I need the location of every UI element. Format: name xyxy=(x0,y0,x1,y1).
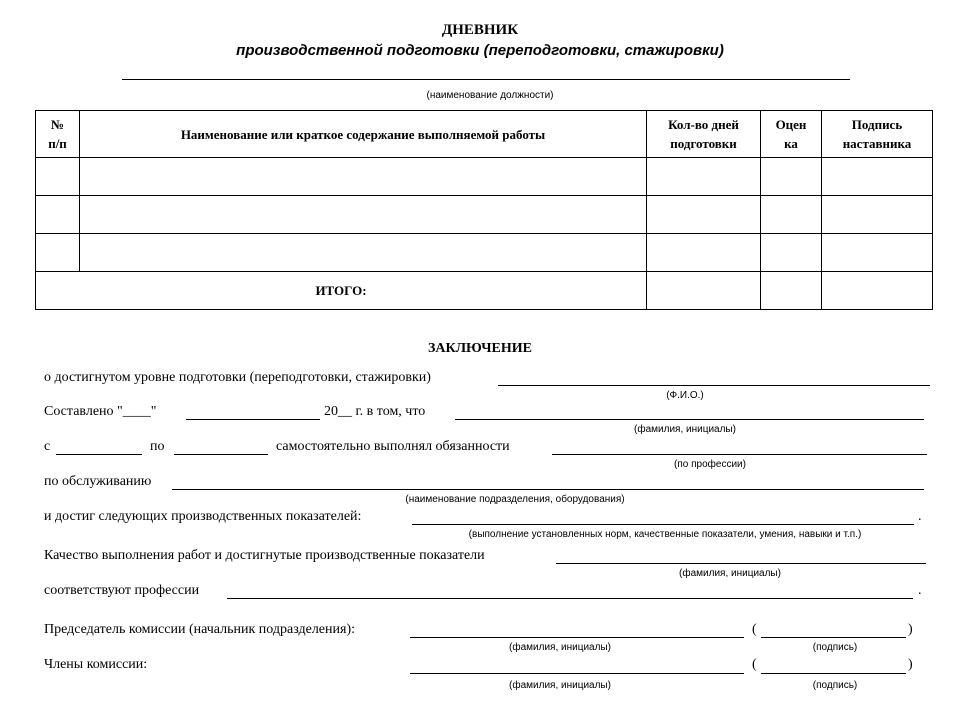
indicators-caption: (выполнение установленных норм, качественные показатели, умения, навыки и т.п.) xyxy=(468,529,862,540)
member-paren-open: ( xyxy=(752,657,757,672)
department-caption: (наименование подразделения, оборудования) xyxy=(405,494,625,505)
composed-year-label: 20__ г. в том, что xyxy=(324,404,426,419)
duties-label: самостоятельно выполнял обязанности xyxy=(276,439,510,454)
service-label: по обслуживанию xyxy=(44,474,152,489)
profession-match-field[interactable] xyxy=(227,598,913,599)
table-cell[interactable] xyxy=(80,234,647,272)
indicators-label: и достиг следующих производственных показателей: xyxy=(44,509,362,524)
profession-caption: (по профессии) xyxy=(674,459,746,470)
period-to-label: по xyxy=(150,439,165,454)
table-cell[interactable] xyxy=(761,196,822,234)
profession-match-period: . xyxy=(918,583,922,598)
conclusion-title: ЗАКЛЮЧЕНИЕ xyxy=(427,341,533,356)
table-cell[interactable] xyxy=(36,196,80,234)
chairman-name-field[interactable] xyxy=(410,637,744,638)
column-header-number: № п/п xyxy=(36,111,80,158)
period-to-field[interactable] xyxy=(174,454,268,455)
table-header-row xyxy=(36,111,933,158)
table-cell[interactable] xyxy=(761,234,822,272)
fio-caption: (Ф.И.О.) xyxy=(666,390,704,401)
column-header-days: Кол-во дней подготовки xyxy=(647,111,761,158)
table-cell[interactable] xyxy=(822,158,933,196)
table-cell[interactable] xyxy=(822,234,933,272)
quality-caption: (фамилия, инициалы) xyxy=(679,568,781,579)
document-title: ДНЕВНИК xyxy=(441,22,519,38)
member-name-field[interactable] xyxy=(410,673,744,674)
table-row xyxy=(36,158,933,196)
document-subtitle: производственной подготовки (переподготовки, стажировки) xyxy=(236,42,724,59)
department-field[interactable] xyxy=(172,489,924,490)
position-line[interactable] xyxy=(122,79,850,80)
fio-field[interactable] xyxy=(498,385,930,386)
total-grade-cell[interactable] xyxy=(761,272,822,310)
member-name-caption: (фамилия, инициалы) xyxy=(509,680,611,691)
indicators-period: . xyxy=(918,509,922,524)
column-header-grade: Оцен ка xyxy=(761,111,822,158)
table-cell[interactable] xyxy=(822,196,933,234)
person-name-field[interactable] xyxy=(455,419,924,420)
column-header-signature: Подпись наставника xyxy=(822,111,933,158)
chairman-paren-close: ) xyxy=(908,622,913,637)
chairman-signature-field[interactable] xyxy=(761,637,906,638)
member-signature-caption: (подпись) xyxy=(812,680,858,691)
table-cell[interactable] xyxy=(647,158,761,196)
table-row xyxy=(36,196,933,234)
table-row xyxy=(36,234,933,272)
members-label: Члены комиссии: xyxy=(44,657,148,672)
period-from-field[interactable] xyxy=(56,454,142,455)
total-row xyxy=(36,272,933,310)
profession-match-label: соответствуют профессии xyxy=(44,583,200,598)
table-cell[interactable] xyxy=(36,234,80,272)
total-days-cell[interactable] xyxy=(647,272,761,310)
column-header-work: Наименование или краткое содержание выполняемой работы xyxy=(80,111,647,158)
chairman-paren-open: ( xyxy=(752,622,757,637)
table-cell[interactable] xyxy=(80,196,647,234)
quality-field[interactable] xyxy=(556,563,926,564)
diary-table xyxy=(35,110,933,310)
table-cell[interactable] xyxy=(647,196,761,234)
conclusion-line-level: о достигнутом уровне подготовки (переподготовки, стажировки) xyxy=(44,370,431,385)
composed-date-label: Составлено "____" xyxy=(44,404,157,419)
chairman-signature-caption: (подпись) xyxy=(812,642,858,653)
chairman-label: Председатель комиссии (начальник подразделения): xyxy=(44,622,356,637)
member-signature-field[interactable] xyxy=(761,673,906,674)
chairman-name-caption: (фамилия, инициалы) xyxy=(509,642,611,653)
total-signature-cell[interactable] xyxy=(822,272,933,310)
profession-field[interactable] xyxy=(552,454,927,455)
table-cell[interactable] xyxy=(761,158,822,196)
table-cell[interactable] xyxy=(36,158,80,196)
member-paren-close: ) xyxy=(908,657,913,672)
table-cell[interactable] xyxy=(647,234,761,272)
total-label: ИТОГО: xyxy=(36,272,647,310)
quality-label: Качество выполнения работ и достигнутые производственные показатели xyxy=(44,548,485,563)
date-month-field[interactable] xyxy=(186,419,320,420)
position-caption: (наименование должности) xyxy=(426,90,554,101)
period-from-label: с xyxy=(44,439,51,454)
indicators-field[interactable] xyxy=(412,524,914,525)
person-name-caption: (фамилия, инициалы) xyxy=(634,424,736,435)
table-cell[interactable] xyxy=(80,158,647,196)
